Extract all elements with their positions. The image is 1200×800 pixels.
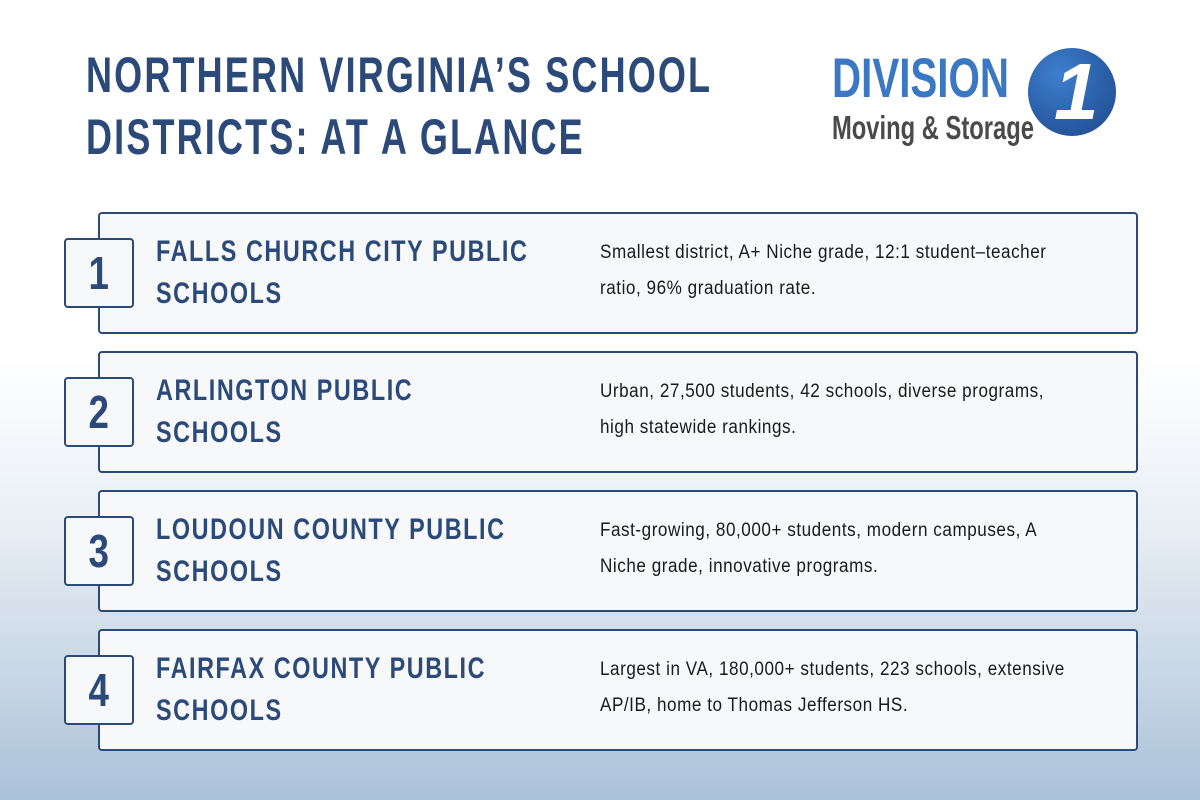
district-name-wrap [156, 353, 636, 471]
district-description-wrap [600, 353, 1120, 471]
division-1-logo [830, 46, 1120, 161]
district-description-wrap [600, 214, 1120, 332]
district-name: FALLS CHURCH CITY PUBLIC SCHOOLS [156, 235, 529, 310]
district-description-wrap [600, 631, 1120, 749]
rank-badge [64, 377, 134, 447]
district-description: Largest in VA, 180,000+ students, 223 schools, extensive AP/IB, home to Thomas Jefferson HS. [600, 659, 1065, 716]
district-card-2 [88, 351, 1138, 473]
rank-number: 2 [88, 386, 110, 438]
logo-emblem-number: 1 [1054, 47, 1099, 136]
rank-badge [64, 516, 134, 586]
logo-subtitle: Moving & Storage [832, 109, 1034, 146]
district-card-3 [88, 490, 1138, 612]
district-name: ARLINGTON PUBLIC SCHOOLS [156, 374, 414, 449]
rank-number: 1 [88, 247, 110, 299]
district-name: LOUDOUN COUNTY PUBLIC SCHOOLS [156, 513, 506, 588]
page-title-line-1: NORTHERN VIRGINIA’S SCHOOL [86, 47, 713, 103]
district-name-wrap [156, 631, 636, 749]
rank-number: 3 [88, 525, 110, 577]
district-card-1 [88, 212, 1138, 334]
district-description: Urban, 27,500 students, 42 schools, diverse programs, high statewide rankings. [600, 381, 1045, 438]
page-title [86, 44, 713, 168]
rank-badge [64, 655, 134, 725]
district-name: FAIRFAX COUNTY PUBLIC SCHOOLS [156, 652, 487, 727]
district-description: Fast-growing, 80,000+ students, modern campuses, A Niche grade, innovative programs. [600, 520, 1037, 577]
rank-number: 4 [88, 664, 110, 716]
district-name-wrap [156, 492, 636, 610]
logo-brand-text: DIVISION [832, 46, 1009, 109]
rank-badge [64, 238, 134, 308]
logo-number-one-icon [1028, 48, 1116, 136]
page-title-line-2: DISTRICTS: AT A GLANCE [86, 109, 585, 165]
district-card-4 [88, 629, 1138, 751]
district-description: Smallest district, A+ Niche grade, 12:1 student–teacher ratio, 96% graduation rate. [600, 242, 1047, 299]
district-name-wrap [156, 214, 636, 332]
district-description-wrap [600, 492, 1120, 610]
